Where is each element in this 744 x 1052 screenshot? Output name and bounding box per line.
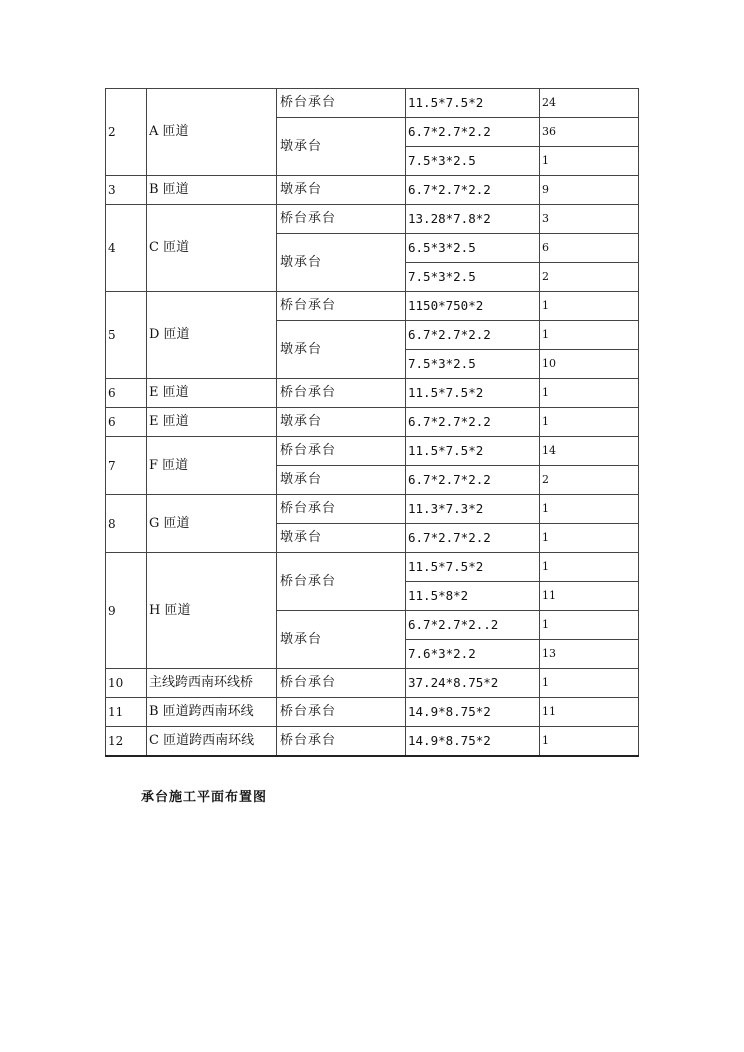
cap-type: 桥台承台 [277,698,406,727]
table-row [106,292,639,321]
cap-quantity: 13 [540,640,639,669]
cap-quantity: 14 [540,437,639,466]
table-row [106,553,639,582]
ramp-name: B 匝道跨西南环线 [147,698,277,727]
cap-dimensions: 6.7*2.7*2..2 [406,611,540,640]
table-row [106,89,639,118]
table-row [106,205,639,234]
cap-quantity: 24 [540,89,639,118]
cap-quantity: 11 [540,582,639,611]
cap-dimensions: 11.5*7.5*2 [406,89,540,118]
cap-dimensions: 14.9*8.75*2 [406,727,540,757]
row-number: 10 [106,669,147,698]
cap-quantity: 1 [540,669,639,698]
cap-quantity: 11 [540,698,639,727]
cap-quantity: 1 [540,292,639,321]
cap-type: 墩承台 [277,118,406,176]
cap-type: 桥台承台 [277,727,406,757]
cap-dimensions: 14.9*8.75*2 [406,698,540,727]
cap-type: 桥台承台 [277,437,406,466]
row-number: 7 [106,437,147,495]
row-number: 9 [106,553,147,669]
row-number: 6 [106,379,147,408]
cap-quantity: 1 [540,147,639,176]
cap-type: 桥台承台 [277,495,406,524]
cap-quantity: 36 [540,118,639,147]
cap-type: 桥台承台 [277,379,406,408]
cap-type: 墩承台 [277,466,406,495]
cap-quantity: 3 [540,205,639,234]
cap-quantity: 1 [540,379,639,408]
cap-quantity: 1 [540,611,639,640]
cap-quantity: 2 [540,466,639,495]
ramp-name: D 匝道 [147,292,277,379]
cap-dimensions: 6.7*2.7*2.2 [406,321,540,350]
cap-type: 墩承台 [277,611,406,669]
cap-type: 墩承台 [277,176,406,205]
pile-cap-table [105,88,639,757]
cap-dimensions: 11.5*7.5*2 [406,379,540,408]
cap-dimensions: 13.28*7.8*2 [406,205,540,234]
table-row [106,698,639,727]
cap-dimensions: 6.7*2.7*2.2 [406,118,540,147]
ramp-name: G 匝道 [147,495,277,553]
cap-dimensions: 11.5*7.5*2 [406,437,540,466]
cap-quantity: 1 [540,495,639,524]
table-row [106,408,639,437]
cap-dimensions: 6.7*2.7*2.2 [406,408,540,437]
cap-quantity: 10 [540,350,639,379]
cap-quantity: 9 [540,176,639,205]
ramp-name: E 匝道 [147,379,277,408]
cap-quantity: 1 [540,321,639,350]
cap-dimensions: 7.5*3*2.5 [406,147,540,176]
table-row [106,437,639,466]
cap-dimensions: 6.5*3*2.5 [406,234,540,263]
cap-type: 墩承台 [277,524,406,553]
cap-dimensions: 6.7*2.7*2.2 [406,466,540,495]
cap-type: 桥台承台 [277,89,406,118]
cap-quantity: 1 [540,408,639,437]
cap-quantity: 1 [540,727,639,757]
cap-type: 墩承台 [277,408,406,437]
cap-quantity: 6 [540,234,639,263]
cap-dimensions: 37.24*8.75*2 [406,669,540,698]
row-number: 3 [106,176,147,205]
ramp-name: 主线跨西南环线桥 [147,669,277,698]
table-row [106,176,639,205]
cap-dimensions: 7.5*3*2.5 [406,350,540,379]
cap-quantity: 1 [540,524,639,553]
row-number: 12 [106,727,147,757]
cap-type: 桥台承台 [277,292,406,321]
table-row [106,669,639,698]
ramp-name: C 匝道跨西南环线 [147,727,277,757]
cap-type: 墩承台 [277,234,406,292]
cap-dimensions: 11.5*8*2 [406,582,540,611]
row-number: 4 [106,205,147,292]
cap-quantity: 2 [540,263,639,292]
ramp-name: C 匝道 [147,205,277,292]
ramp-name: A 匝道 [147,89,277,176]
cap-dimensions: 7.6*3*2.2 [406,640,540,669]
ramp-name: H 匝道 [147,553,277,669]
cap-type: 桥台承台 [277,669,406,698]
row-number: 5 [106,292,147,379]
cap-dimensions: 6.7*2.7*2.2 [406,176,540,205]
ramp-name: B 匝道 [147,176,277,205]
cap-quantity: 1 [540,553,639,582]
row-number: 6 [106,408,147,437]
table-row [106,727,639,757]
row-number: 2 [106,89,147,176]
table-row [106,379,639,408]
cap-type: 墩承台 [277,321,406,379]
ramp-name: E 匝道 [147,408,277,437]
cap-dimensions: 1150*750*2 [406,292,540,321]
ramp-name: F 匝道 [147,437,277,495]
cap-dimensions: 7.5*3*2.5 [406,263,540,292]
section-caption: 承台施工平面布置图 [141,790,268,805]
cap-dimensions: 11.3*7.3*2 [406,495,540,524]
cap-type: 桥台承台 [277,205,406,234]
cap-dimensions: 6.7*2.7*2.2 [406,524,540,553]
cap-type: 桥台承台 [277,553,406,611]
row-number: 11 [106,698,147,727]
row-number: 8 [106,495,147,553]
pile-cap-table-body [106,89,639,757]
cap-dimensions: 11.5*7.5*2 [406,553,540,582]
table-row [106,495,639,524]
